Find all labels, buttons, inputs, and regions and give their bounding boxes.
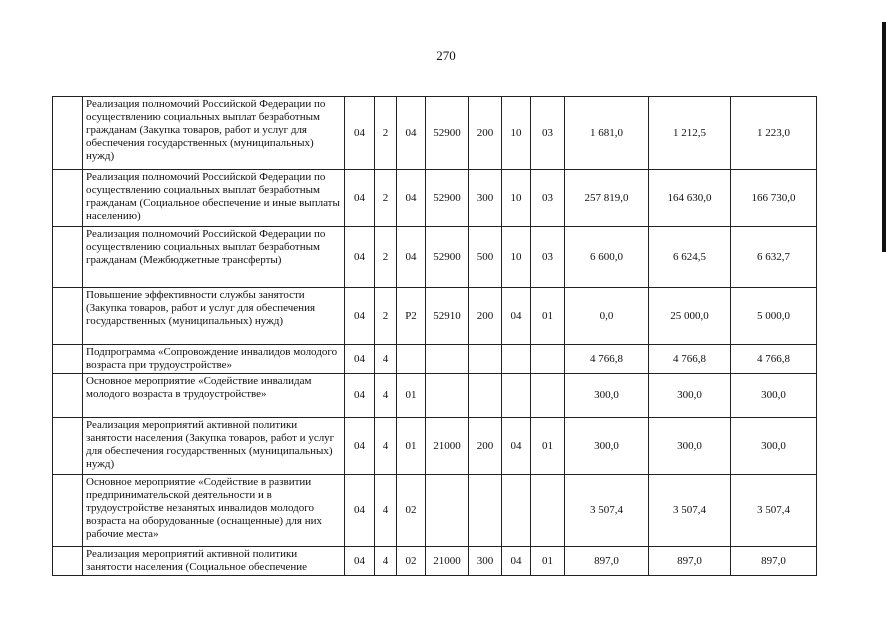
code-6-cell [502, 345, 531, 374]
amount-1-cell: 300,0 [565, 418, 649, 475]
blank-cell [53, 418, 83, 475]
item-name-cell: Реализация мероприятий активной политики занятости населения (Социальное обеспечение [83, 547, 345, 576]
code-3-cell: 02 [397, 547, 426, 576]
code-6-cell: 10 [502, 170, 531, 227]
code-5-cell [469, 345, 502, 374]
code-2-cell: 4 [375, 418, 397, 475]
amount-3-cell: 1 223,0 [731, 97, 817, 170]
item-name-cell: Реализация полномочий Российской Федерации по осуществлению социальных выплат безработным гражданам (Закупка товаров, работ и услуг для обеспечения государственных (муниципальных) нужд) [83, 97, 345, 170]
code-3-cell: 04 [397, 170, 426, 227]
code-4-cell [426, 345, 469, 374]
code-3-cell: 04 [397, 227, 426, 288]
amount-1-cell: 257 819,0 [565, 170, 649, 227]
code-4-cell: 21000 [426, 547, 469, 576]
amount-3-cell: 300,0 [731, 418, 817, 475]
code-5-cell: 200 [469, 97, 502, 170]
code-7-cell [531, 374, 565, 418]
amount-2-cell: 3 507,4 [649, 475, 731, 547]
table-row [53, 418, 817, 475]
amount-1-cell: 3 507,4 [565, 475, 649, 547]
code-1-cell: 04 [345, 288, 375, 345]
code-7-cell: 03 [531, 97, 565, 170]
blank-cell [53, 227, 83, 288]
code-5-cell: 200 [469, 288, 502, 345]
code-2-cell: 4 [375, 345, 397, 374]
code-7-cell [531, 475, 565, 547]
code-7-cell: 01 [531, 547, 565, 576]
amount-2-cell: 300,0 [649, 374, 731, 418]
item-name-cell: Реализация полномочий Российской Федерации по осуществлению социальных выплат безработным гражданам (Социальное обеспечение и иные выплаты населению) [83, 170, 345, 227]
blank-cell [53, 374, 83, 418]
code-1-cell: 04 [345, 170, 375, 227]
code-5-cell: 300 [469, 547, 502, 576]
table-row [53, 97, 817, 170]
amount-3-cell: 4 766,8 [731, 345, 817, 374]
amount-3-cell: 6 632,7 [731, 227, 817, 288]
blank-cell [53, 345, 83, 374]
item-name-cell: Основное мероприятие «Содействие инвалидам молодого возраста в трудоустройстве» [83, 374, 345, 418]
code-7-cell [531, 345, 565, 374]
code-1-cell: 04 [345, 97, 375, 170]
code-3-cell: 01 [397, 374, 426, 418]
code-4-cell: 21000 [426, 418, 469, 475]
scan-edge-mark [882, 22, 886, 252]
amount-1-cell: 300,0 [565, 374, 649, 418]
code-6-cell [502, 475, 531, 547]
code-2-cell: 2 [375, 288, 397, 345]
amount-2-cell: 897,0 [649, 547, 731, 576]
item-name-cell: Реализация полномочий Российской Федерации по осуществлению социальных выплат безработным гражданам (Межбюджетные трансферты) [83, 227, 345, 288]
code-4-cell [426, 374, 469, 418]
amount-1-cell: 4 766,8 [565, 345, 649, 374]
code-1-cell: 04 [345, 227, 375, 288]
blank-cell [53, 97, 83, 170]
code-2-cell: 2 [375, 227, 397, 288]
blank-cell [53, 547, 83, 576]
item-name-cell: Реализация мероприятий активной политики занятости населения (Закупка товаров, работ и услуг для обеспечения государственных (муниципальных) нужд) [83, 418, 345, 475]
code-4-cell: 52900 [426, 227, 469, 288]
amount-1-cell: 897,0 [565, 547, 649, 576]
budget-table [52, 96, 817, 576]
code-7-cell: 03 [531, 170, 565, 227]
code-6-cell: 10 [502, 97, 531, 170]
amount-3-cell: 166 730,0 [731, 170, 817, 227]
table-row [53, 288, 817, 345]
code-7-cell: 01 [531, 288, 565, 345]
code-7-cell: 03 [531, 227, 565, 288]
code-6-cell: 10 [502, 227, 531, 288]
code-3-cell: 04 [397, 97, 426, 170]
code-5-cell: 200 [469, 418, 502, 475]
amount-2-cell: 164 630,0 [649, 170, 731, 227]
code-5-cell [469, 374, 502, 418]
amount-1-cell: 6 600,0 [565, 227, 649, 288]
code-7-cell: 01 [531, 418, 565, 475]
blank-cell [53, 475, 83, 547]
code-4-cell: 52900 [426, 97, 469, 170]
item-name-cell: Подпрограмма «Сопровождение инвалидов молодого возраста при трудоустройстве» [83, 345, 345, 374]
code-5-cell: 300 [469, 170, 502, 227]
page-number: 270 [436, 48, 456, 63]
code-2-cell: 4 [375, 547, 397, 576]
code-2-cell: 2 [375, 97, 397, 170]
code-6-cell: 04 [502, 547, 531, 576]
code-6-cell: 04 [502, 288, 531, 345]
code-3-cell: 01 [397, 418, 426, 475]
code-1-cell: 04 [345, 374, 375, 418]
code-1-cell: 04 [345, 475, 375, 547]
code-5-cell [469, 475, 502, 547]
amount-2-cell: 300,0 [649, 418, 731, 475]
code-3-cell [397, 345, 426, 374]
code-4-cell: 52910 [426, 288, 469, 345]
amount-3-cell: 3 507,4 [731, 475, 817, 547]
blank-cell [53, 288, 83, 345]
code-4-cell: 52900 [426, 170, 469, 227]
amount-1-cell: 1 681,0 [565, 97, 649, 170]
table-row [53, 345, 817, 374]
amount-3-cell: 5 000,0 [731, 288, 817, 345]
amount-2-cell: 1 212,5 [649, 97, 731, 170]
table-row [53, 170, 817, 227]
table-row [53, 227, 817, 288]
code-1-cell: 04 [345, 547, 375, 576]
table-row [53, 374, 817, 418]
amount-3-cell: 300,0 [731, 374, 817, 418]
code-1-cell: 04 [345, 345, 375, 374]
amount-3-cell: 897,0 [731, 547, 817, 576]
item-name-cell: Основное мероприятие «Содействие в развитии предпринимательской деятельности и в трудоустройстве незанятых инвалидов молодого возраста на оборудованные (оснащенные) для них рабочие места» [83, 475, 345, 547]
code-4-cell [426, 475, 469, 547]
amount-2-cell: 6 624,5 [649, 227, 731, 288]
table-row [53, 547, 817, 576]
code-6-cell: 04 [502, 418, 531, 475]
code-3-cell: Р2 [397, 288, 426, 345]
code-6-cell [502, 374, 531, 418]
item-name-cell: Повышение эффективности службы занятости (Закупка товаров, работ и услуг для обеспечения государственных (муниципальных) нужд) [83, 288, 345, 345]
code-1-cell: 04 [345, 418, 375, 475]
amount-1-cell: 0,0 [565, 288, 649, 345]
table-row [53, 475, 817, 547]
amount-2-cell: 25 000,0 [649, 288, 731, 345]
blank-cell [53, 170, 83, 227]
code-5-cell: 500 [469, 227, 502, 288]
code-2-cell: 2 [375, 170, 397, 227]
code-2-cell: 4 [375, 374, 397, 418]
code-3-cell: 02 [397, 475, 426, 547]
amount-2-cell: 4 766,8 [649, 345, 731, 374]
code-2-cell: 4 [375, 475, 397, 547]
